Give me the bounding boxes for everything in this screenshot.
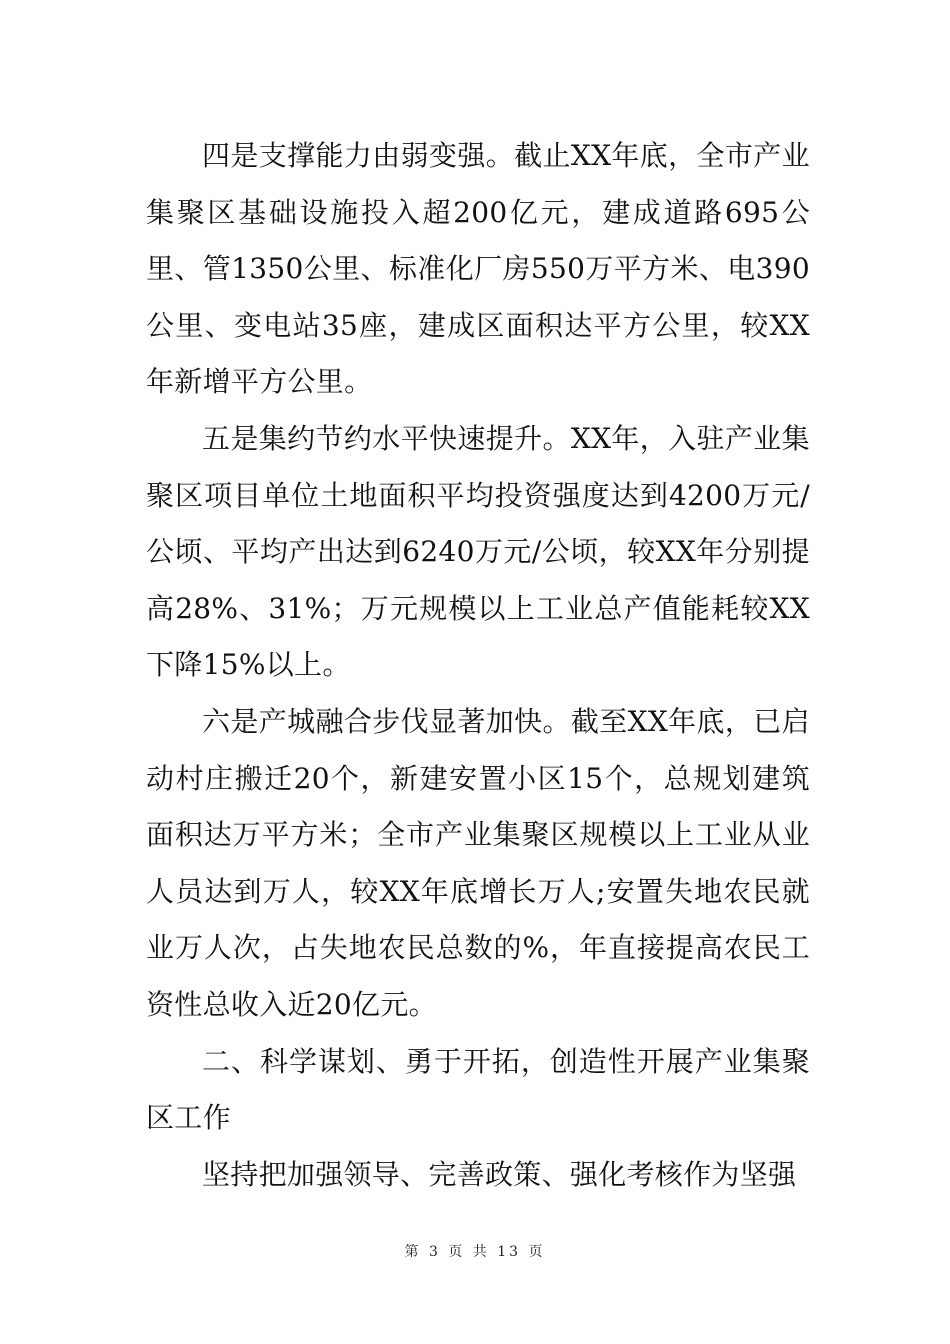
paragraph-support-capacity: 四是支撑能力由弱变强。截止XX年底，全市产业集聚区基础设施投入超200亿元，建成道路695公里、管1350公里、标准化厂房550万平方米、电390公里、变电站35座，建成区面积达平方公里，较XX年新增平方公里。	[146, 139, 810, 399]
paragraph-land-efficiency: 五是集约节约水平快速提升。XX年，入驻产业集聚区项目单位土地面积平均投资强度达到4200万元/公顷、平均产出达到6240万元/公顷，较XX年分别提高28%、31%；万元规模以上工业总产值能耗较XX下降15%以上。	[146, 421, 810, 682]
page-number: 第 3 页 共 13 页	[404, 1244, 546, 1260]
section-heading: 二、科学谋划、勇于开拓，创造性开展产业集聚区工作	[146, 1044, 810, 1135]
paragraph-leadership: 坚持把加强领导、完善政策、强化考核作为坚强	[202, 1157, 797, 1191]
document-body	[146, 128, 810, 1203]
paragraph-city-integration: 六是产城融合步伐显著加快。截至XX年底，已启动村庄搬迁20个，新建安置小区15个，总规划建筑面积达万平方米；全市产业集聚区规模以上工业从业人员达到万人，较XX年底增长万人;安置失地农民就业万人次，占失地农民总数的%，年直接提高农民工资性总收入近20亿元。	[146, 704, 810, 1021]
